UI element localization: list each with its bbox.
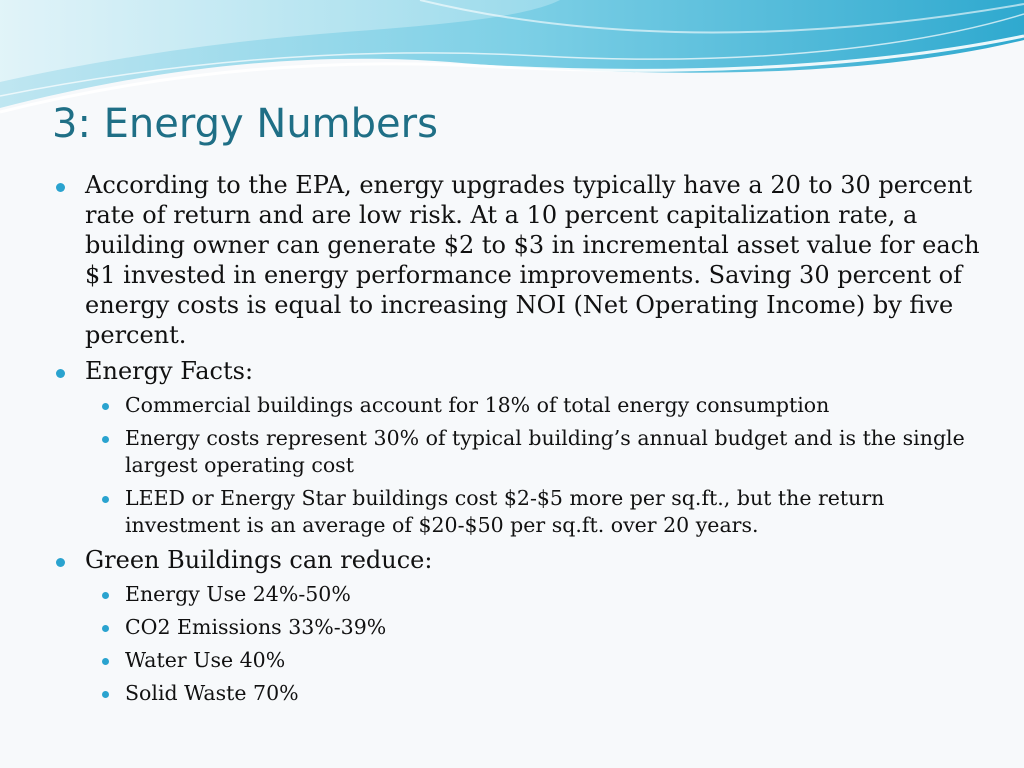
bullet-dot-icon bbox=[102, 403, 109, 410]
bullet-dot-icon bbox=[102, 625, 109, 632]
sub-bullet-leed-energy-star bbox=[52, 485, 992, 539]
bullet-dot-icon bbox=[56, 558, 65, 567]
sub-bullet-energy-use bbox=[52, 581, 992, 608]
sub-bullet-commercial-buildings bbox=[52, 392, 992, 419]
sub-bullet-co2-emissions bbox=[52, 614, 992, 641]
bullet-text: CO2 Emissions 33%-39% bbox=[125, 615, 387, 639]
bullet-text: Water Use 40% bbox=[125, 648, 286, 672]
bullet-text: LEED or Energy Star buildings cost $2-$5 more per sq.ft., but the return investment is an average of $20-$50 per sq.ft. over 20 years. bbox=[125, 486, 885, 537]
bullet-dot-icon bbox=[102, 592, 109, 599]
bullet-dot-icon bbox=[102, 691, 109, 698]
sub-bullet-energy-costs bbox=[52, 425, 992, 479]
slide-title: 3: Energy Numbers bbox=[52, 101, 438, 147]
bullet-text: Commercial buildings account for 18% of total energy consumption bbox=[125, 393, 830, 417]
bullet-dot-icon bbox=[102, 436, 109, 443]
bullet-energy-facts bbox=[52, 356, 992, 386]
bullet-text: Energy costs represent 30% of typical building’s annual budget and is the single largest operating cost bbox=[125, 426, 965, 477]
bullet-dot-icon bbox=[102, 496, 109, 503]
bullet-text: Solid Waste 70% bbox=[125, 681, 299, 705]
sub-bullet-solid-waste bbox=[52, 680, 992, 707]
slide-body bbox=[52, 164, 992, 707]
bullet-text: Energy Facts: bbox=[85, 357, 254, 385]
bullet-dot-icon bbox=[56, 369, 65, 378]
bullet-text: According to the EPA, energy upgrades typically have a 20 to 30 percent rate of return and are low risk. At a 10 percent capitalization rate, a building owner can generate $2 to $3 in incremental asset value for each $1 invested in energy performance improvements. Saving 30 percent of energy costs is equal to increasing NOI (Net Operating Income) by five percent. bbox=[85, 171, 980, 349]
bullet-dot-icon bbox=[56, 183, 65, 192]
bullet-text: Energy Use 24%-50% bbox=[125, 582, 351, 606]
bullet-epa-upgrades bbox=[52, 170, 992, 350]
bullet-dot-icon bbox=[102, 658, 109, 665]
bullet-text: Green Buildings can reduce: bbox=[85, 546, 433, 574]
sub-bullet-water-use bbox=[52, 647, 992, 674]
bullet-green-buildings bbox=[52, 545, 992, 575]
